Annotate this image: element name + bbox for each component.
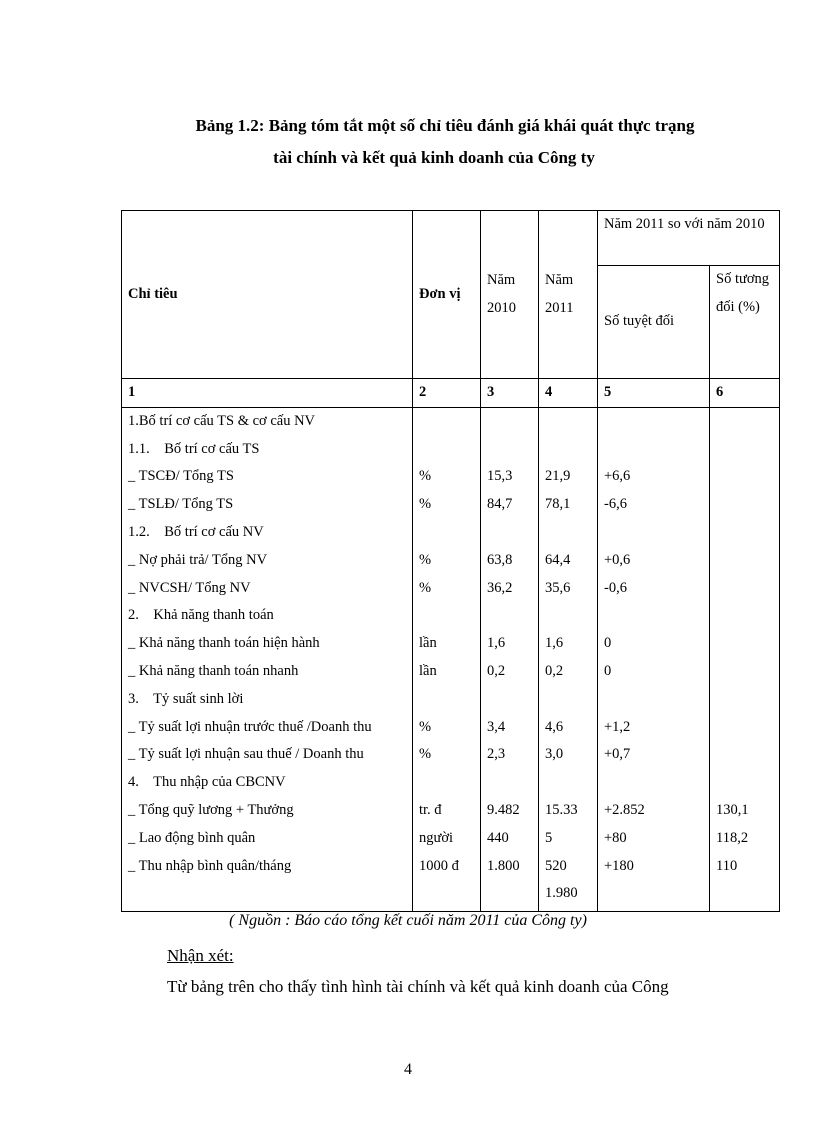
header-so-tuong-doi: Số tương đối (%) bbox=[710, 266, 780, 379]
nhan-xet-heading: Nhận xét: bbox=[167, 946, 234, 965]
header-don-vi: Đơn vị bbox=[413, 211, 481, 379]
col-number-2: 2 bbox=[413, 379, 481, 408]
header-so-sanh: Năm 2011 so với năm 2010 bbox=[598, 211, 780, 266]
header-nam-2011: Năm 2011 bbox=[539, 211, 598, 379]
header-chi-tieu: Chỉ tiêu bbox=[122, 211, 413, 379]
col-number-1: 1 bbox=[122, 379, 413, 408]
column-chi-tieu: 1.Bố trí cơ cấu TS & cơ cấu NV 1.1. Bố trí cơ cấu TS _ TSCĐ/ Tổng TS _ TSLĐ/ Tổng TS 1.2. Bố trí cơ cấu NV _ Nợ phải trả/ Tổng NV _ NVCSH/ Tổng NV 2. Khả năng thanh toán _ Khả năng thanh toán hiện hành _ Khả năng thanh toán nhanh 3. Tỷ suất sinh lời _ Tỷ suất lợi nhuận trước thuế /Doanh thu _ Tỷ suất lợi nhuận sau thuế / Doanh thu 4. Thu nhập của CBCNV _ Tổng quỹ lương + Thưởng _ Lao động bình quân _ Thu nhập bình quân/tháng bbox=[122, 407, 413, 911]
summary-table bbox=[121, 210, 780, 912]
column-so-tuyet-doi: +6,6 -6,6 +0,6 -0,6 0 0 +1,2 +0,7 +2.852 +80 +180 bbox=[598, 407, 710, 911]
col-number-4: 4 bbox=[539, 379, 598, 408]
column-don-vi: % % % % lần lần % % tr. đ người 1000 đ bbox=[413, 407, 481, 911]
source-note: ( Nguồn : Báo cáo tổng kết cuối năm 2011 của Công ty) bbox=[229, 912, 587, 929]
column-nam-2011: 21,9 78,1 64,4 35,6 1,6 0,2 4,6 3,0 15.33 5 520 1.980 bbox=[539, 407, 598, 911]
table-title-line1: Bảng 1.2: Bảng tóm tắt một số chỉ tiêu đánh giá khái quát thực trạng bbox=[195, 116, 695, 135]
paragraph: Từ bảng trên cho thấy tình hình tài chính và kết quả kinh doanh của Công bbox=[167, 977, 669, 996]
header-so-tuyet-doi: Số tuyệt đối bbox=[598, 266, 710, 379]
header-nam-2010: Năm 2010 bbox=[481, 211, 539, 379]
col-number-3: 3 bbox=[481, 379, 539, 408]
col-number-5: 5 bbox=[598, 379, 710, 408]
column-nam-2010: 15,3 84,7 63,8 36,2 1,6 0,2 3,4 2,3 9.482 440 1.800 bbox=[481, 407, 539, 911]
column-so-tuong-doi: 130,1 118,2 110 bbox=[710, 407, 780, 911]
table-title-line2: tài chính và kết quả kinh doanh của Công ty bbox=[273, 148, 595, 167]
col-number-6: 6 bbox=[710, 379, 780, 408]
page-number: 4 bbox=[404, 1061, 412, 1078]
